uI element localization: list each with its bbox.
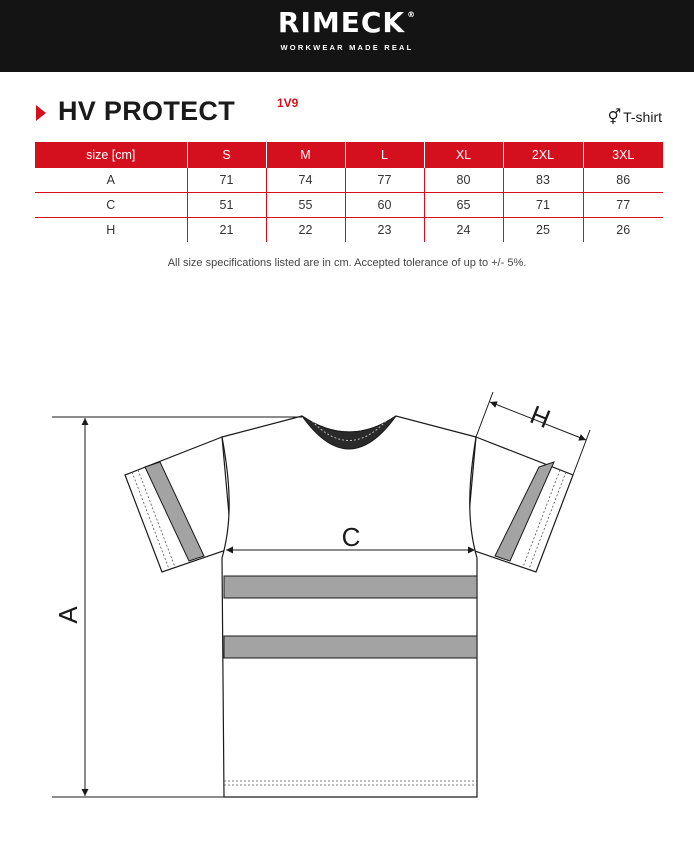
table-cell: 83	[503, 168, 583, 193]
dimension-a-label: A	[53, 606, 83, 624]
size-header-cell: 3XL	[583, 142, 663, 168]
table-cell: 25	[503, 218, 583, 243]
table-cell: 51	[187, 193, 266, 218]
product-code: 1V9	[277, 96, 299, 110]
table-cell: 71	[503, 193, 583, 218]
size-header-cell: S	[187, 142, 266, 168]
table-cell: 22	[266, 218, 345, 243]
size-header-cell: 2XL	[503, 142, 583, 168]
body-reflective-stripe-upper	[224, 576, 477, 598]
table-cell: 86	[583, 168, 663, 193]
size-header-cell: size [cm]	[35, 142, 187, 168]
dimension-h-label: H	[526, 399, 555, 435]
size-header-cell: XL	[424, 142, 503, 168]
brand-logo: RIMECK ®	[277, 6, 417, 39]
row-label: A	[35, 168, 187, 193]
table-cell: 77	[345, 168, 424, 193]
tshirt-outline	[125, 416, 573, 797]
product-type-label: T-shirt	[623, 109, 662, 125]
unisex-icon: ⚥	[607, 108, 622, 126]
table-cell: 65	[424, 193, 503, 218]
table-cell: 74	[266, 168, 345, 193]
size-header-cell: M	[266, 142, 345, 168]
product-name: HV PROTECT	[58, 96, 236, 126]
dimension-c-label: C	[341, 522, 361, 552]
table-cell: 21	[187, 218, 266, 243]
table-cell: 24	[424, 218, 503, 243]
table-cell: 80	[424, 168, 503, 193]
brand-tagline: WORKWEAR MADE REAL	[280, 43, 414, 52]
row-label: H	[106, 223, 116, 237]
table-cell: 55	[266, 193, 345, 218]
table-cell: 71	[187, 168, 266, 193]
size-header-cell: L	[345, 142, 424, 168]
table-cell: 77	[583, 193, 663, 218]
row-label: C	[35, 193, 187, 218]
tshirt-body	[222, 416, 477, 797]
body-reflective-stripe-lower	[224, 636, 477, 658]
right-sleeve	[466, 437, 573, 572]
tolerance-note: All size specifications listed are in cm. Accepted tolerance of up to +/- 5%.	[167, 257, 527, 269]
table-cell: 23	[345, 218, 424, 243]
table-cell: 60	[345, 193, 424, 218]
table-cell: 26	[583, 218, 663, 243]
